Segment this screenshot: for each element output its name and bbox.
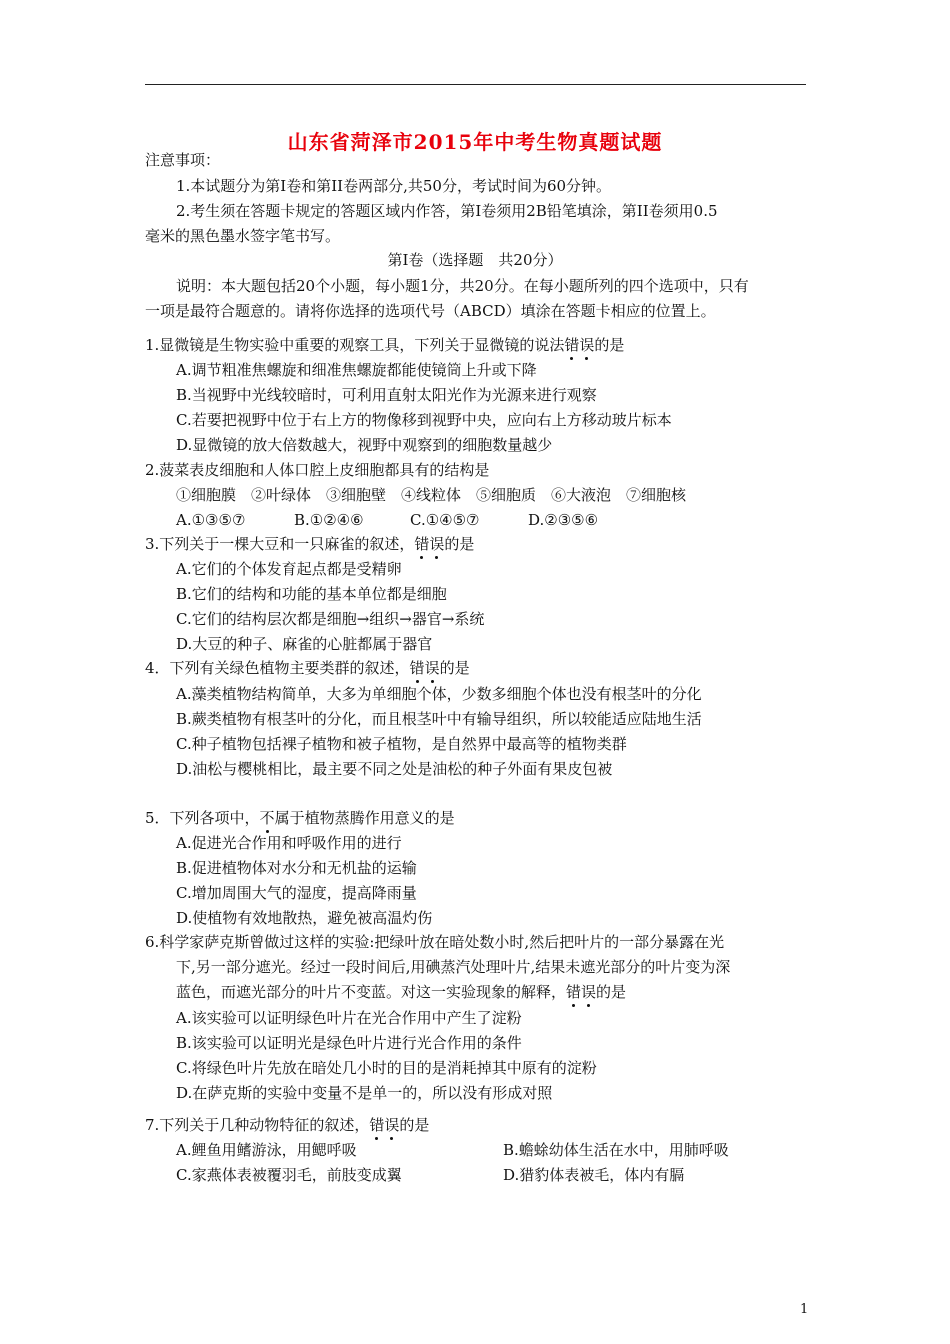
question-3-option-b: B.它们的结构和功能的基本单位都是细胞 [176,585,447,603]
question-4-option-d: D.油松与樱桃相比，最主要不同之处是油松的种子外面有果皮包被 [176,760,613,778]
question-7-option-c: C.家燕体表被覆羽毛，前肢变成翼 [176,1166,402,1184]
question-2-options [176,510,598,530]
question-7-option-d: D.猎豹体表被毛，体内有膈 [503,1166,685,1184]
question-1-stem: 1.显微镜是生物实验中重要的观察工具，下列关于显微镜的说法错误的是 [145,336,625,354]
notice-item-1: 1.本试题分为第Ⅰ卷和第II卷两部分,共50分，考试时间为60分钟。 [176,177,612,195]
question-2-option-d: D.②③⑤⑥ [528,511,599,529]
question-2-option-b: B.①②④⑥ [294,511,364,529]
question-6-option-b: B.该实验可以证明光是绿色叶片进行光合作用的条件 [176,1034,522,1052]
instructions-line-1: 说明：本大题包括20个小题，每小题1分，共20分。在每小题所列的四个选项中，只有 [176,277,749,295]
question-5-stem: 5．下列各项中，不属于植物蒸腾作用意义的是 [145,809,455,827]
question-3-option-d: D.大豆的种子、麻雀的心脏都属于器官 [176,635,433,653]
question-5-option-c: C.增加周围大气的湿度，提高降雨量 [176,884,417,902]
question-6-stem-line-1: 6.科学家萨克斯曾做过这样的实验:把绿叶放在暗处数小时,然后把叶片的一部分暴露在光 [145,933,725,951]
question-5-option-b: B.促进植物体对水分和无机盐的运输 [176,859,417,877]
question-2-option-a: A.①③⑤⑦ [176,511,246,529]
section-heading: 第Ⅰ卷（选择题 共20分） [387,251,563,269]
notice-heading: 注意事项： [145,151,221,169]
question-7-option-b: B.蟾蜍幼体生活在水中，用肺呼吸 [503,1141,729,1159]
question-4-option-a: A.藻类植物结构简单，大多为单细胞个体，少数多细胞个体也没有根茎叶的分化 [176,685,702,703]
question-7-option-a: A.鲤鱼用鳍游泳，用鳃呼吸 [176,1141,357,1159]
question-4-option-b: B.蕨类植物有根茎叶的分化，而且根茎叶中有输导组织，所以较能适应陆地生活 [176,710,702,728]
notice-item-2-line-1: 2.考生须在答题卡规定的答题区域内作答，第Ⅰ卷须用2B铅笔填涂，第II卷须用0.5 [176,202,718,220]
question-1-option-b: B.当视野中光线较暗时，可利用直射太阳光作为光源来进行观察 [176,386,597,404]
question-3-stem: 3.下列关于一棵大豆和一只麻雀的叙述，错误的是 [145,535,475,553]
question-6-option-c: C.将绿色叶片先放在暗处几小时的目的是消耗掉其中原有的淀粉 [176,1059,597,1077]
question-6-stem-line-3: 蓝色，而遮光部分的叶片不变蓝。对这一实验现象的解释，错误的是 [176,983,627,1001]
instructions-line-2: 一项是最符合题意的。请将你选择的选项代号（ABCD）填涂在答题卡相应的位置上。 [145,302,716,320]
question-4-stem: 4．下列有关绿色植物主要类群的叙述，错误的是 [145,659,470,677]
question-2-stem: 2.菠菜表皮细胞和人体口腔上皮细胞都具有的结构是 [145,461,490,479]
question-6-option-a: A.该实验可以证明绿色叶片在光合作用中产生了淀粉 [176,1009,522,1027]
header-rule [145,84,806,85]
question-1-option-a: A.调节粗准焦螺旋和细准焦螺旋都能使镜筒上升或下降 [176,361,537,379]
question-2-option-c: C.①④⑤⑦ [410,511,480,529]
question-2-items: ①细胞膜 ②叶绿体 ③细胞壁 ④线粒体 ⑤细胞质 ⑥大液泡 ⑦细胞核 [176,486,687,504]
page-title: 山东省菏泽市2015年中考生物真题试题 [287,130,663,154]
question-7-stem: 7.下列关于几种动物特征的叙述，错误的是 [145,1116,430,1134]
question-1-option-d: D.显微镜的放大倍数越大，视野中观察到的细胞数量越少 [176,436,553,454]
question-6-stem-line-2: 下,另一部分遮光。经过一段时间后,用碘蒸汽处理叶片,结果未遮光部分的叶片变为深 [176,958,731,976]
question-5-option-d: D.使植物有效地散热，避免被高温灼伤 [176,909,433,927]
question-1-option-c: C.若要把视野中位于右上方的物像移到视野中央，应向右上方移动玻片标本 [176,411,672,429]
page-number: 1 [800,1302,809,1317]
question-6-option-d: D.在萨克斯的实验中变量不是单一的，所以没有形成对照 [176,1084,553,1102]
question-3-option-c: C.它们的结构层次都是细胞→组织→器官→系统 [176,610,485,628]
question-4-option-c: C.种子植物包括裸子植物和被子植物，是自然界中最高等的植物类群 [176,735,627,753]
notice-item-2-line-2: 毫米的黑色墨水签字笔书写。 [145,227,341,245]
question-5-option-a: A.促进光合作用和呼吸作用的进行 [176,834,402,852]
question-3-option-a: A.它们的个体发育起点都是受精卵 [176,560,402,578]
